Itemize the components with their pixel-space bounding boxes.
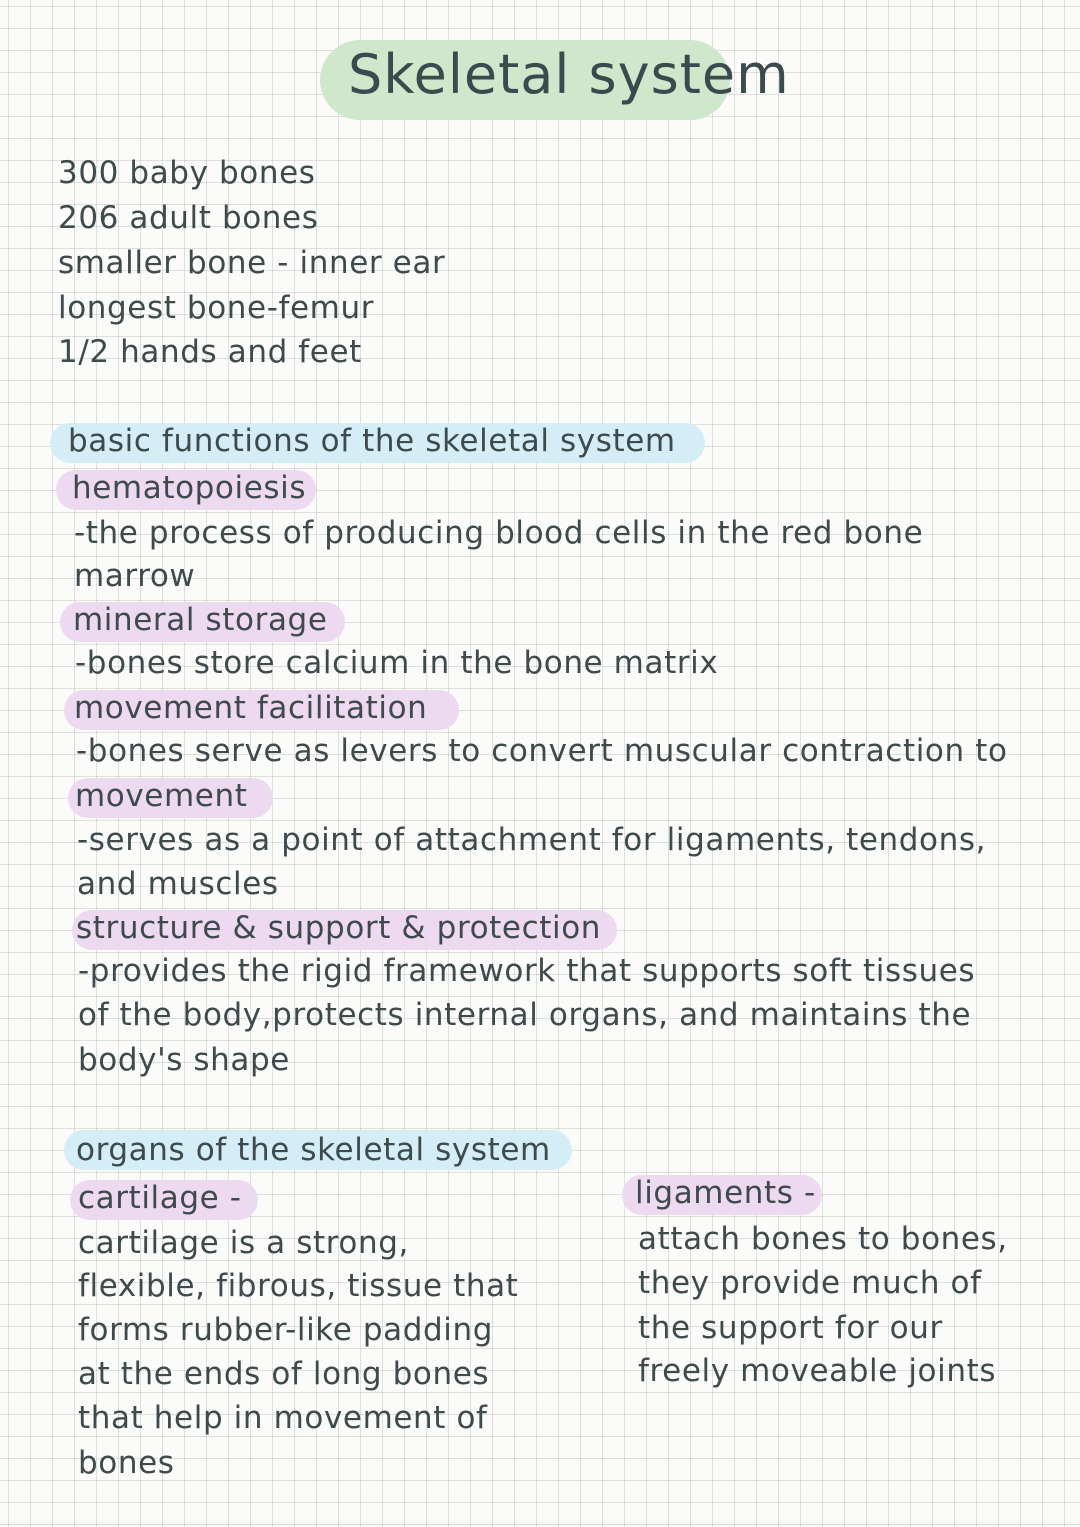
- function-description: -bones serve as levers to convert muscular contraction to: [76, 733, 1008, 769]
- function-description: -provides the rigid framework that supports soft tissues: [78, 953, 976, 989]
- function-label: movement: [75, 778, 248, 814]
- function-description: -serves as a point of attachment for ligaments, tendons,: [77, 822, 987, 858]
- cartilage-description: cartilage is a strong,: [78, 1225, 409, 1261]
- page-title: Skeletal system: [348, 43, 790, 106]
- fact-line: smaller bone - inner ear: [58, 245, 446, 281]
- function-description: marrow: [74, 558, 196, 594]
- function-label: hematopoiesis: [72, 470, 307, 506]
- function-description: body's shape: [78, 1042, 290, 1078]
- function-description: -bones store calcium in the bone matrix: [75, 645, 719, 681]
- section-heading: organs of the skeletal system: [76, 1132, 551, 1168]
- section-heading: basic functions of the skeletal system: [68, 423, 676, 459]
- organ-label-cartilage: cartilage -: [78, 1180, 242, 1216]
- function-description: of the body,protects internal organs, and maintains the: [78, 997, 972, 1033]
- function-label: movement facilitation: [74, 690, 428, 726]
- cartilage-description: flexible, fibrous, tissue that: [78, 1268, 519, 1304]
- cartilage-description: at the ends of long bones: [78, 1356, 490, 1392]
- ligaments-description: the support for our: [638, 1310, 943, 1346]
- fact-line: longest bone-femur: [58, 290, 375, 326]
- ligaments-description: they provide much of: [638, 1265, 982, 1301]
- ligaments-description: freely moveable joints: [638, 1353, 997, 1389]
- function-label: mineral storage: [73, 602, 328, 638]
- ligaments-description: attach bones to bones,: [638, 1221, 1008, 1257]
- function-description: -the process of producing blood cells in the red bone: [74, 515, 924, 551]
- cartilage-description: bones: [78, 1445, 175, 1481]
- function-label: structure & support & protection: [76, 910, 602, 946]
- cartilage-description: forms rubber-like padding: [78, 1312, 494, 1348]
- organ-label-ligaments: ligaments -: [635, 1175, 816, 1211]
- fact-line: 300 baby bones: [58, 155, 316, 191]
- cartilage-description: that help in movement of: [78, 1400, 488, 1436]
- function-description: and muscles: [77, 866, 279, 902]
- fact-line: 1/2 hands and feet: [58, 334, 362, 370]
- fact-line: 206 adult bones: [58, 200, 319, 236]
